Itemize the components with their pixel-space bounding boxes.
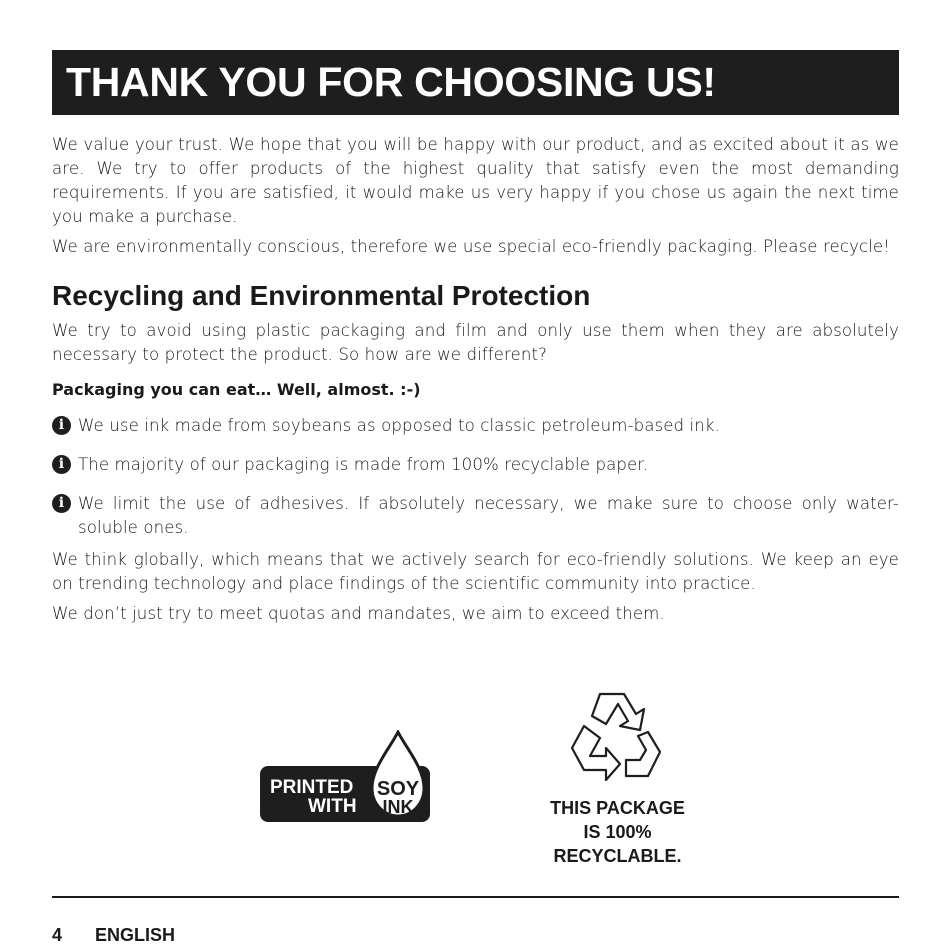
recycle-icon	[560, 690, 670, 790]
bullet-item	[52, 453, 899, 477]
recycle-caption-line2: IS 100%	[583, 822, 652, 842]
page	[52, 50, 899, 626]
section-intro: We try to avoid using plastic packaging and film and only use them when they are absolutely necessary to protect the product. So how are we different?	[52, 321, 899, 364]
info-icon: i	[52, 416, 71, 435]
closing-paragraph-2: We don’t just try to meet quotas and mandates, we aim to exceed them.	[52, 604, 665, 623]
soy-logo-word1: SOY	[376, 778, 420, 800]
recycle-caption-line1: THIS PACKAGE	[550, 798, 685, 818]
bullet-item	[52, 414, 899, 438]
footer	[52, 924, 175, 946]
intro-paragraph-1: We value your trust. We hope that you will be happy with our product, and as excited about it as we are. We try to offer products of the highest quality that satisfy even the most demanding requirements. If you are satisfied, it would make us very happy if you chose us again the next time you make a purchase.	[52, 135, 899, 226]
recycle-caption-line3: RECYCLABLE.	[553, 846, 682, 866]
footer-language: ENGLISH	[95, 925, 176, 945]
info-icon: i	[52, 494, 71, 513]
footer-divider	[52, 896, 899, 898]
bullet-text: We limit the use of adhesives. If absolutely necessary, we make sure to choose only water-soluble ones.	[78, 494, 899, 537]
bullet-list	[52, 414, 899, 540]
title-banner	[52, 50, 899, 115]
soy-logo-word2: INK	[382, 797, 414, 817]
closing-paragraph-1: We think globally, which means that we actively search for eco-friendly solutions. We keep an eye on trending technology and place findings of the scientific community into practice.	[52, 550, 899, 593]
soy-logo-line2: WITH	[308, 796, 357, 817]
page-number: 4	[52, 925, 63, 945]
soy-ink-logo	[260, 730, 432, 825]
intro-paragraph-2: We are environmentally conscious, therefore we use special eco-friendly packaging. Please recycle!	[52, 237, 890, 256]
info-icon: i	[52, 455, 71, 474]
closing-section	[52, 548, 899, 626]
soy-logo-line1: PRINTED	[270, 777, 354, 798]
subheading: Packaging you can eat… Well, almost. :-)	[52, 380, 421, 399]
section-heading: Recycling and Environmental Protection	[52, 280, 591, 311]
bullet-text: We use ink made from soybeans as opposed to classic petroleum-based ink.	[78, 416, 720, 435]
intro-section	[52, 133, 899, 259]
recycle-caption	[535, 796, 700, 868]
bullet-text: The majority of our packaging is made from 100% recyclable paper.	[78, 455, 649, 474]
page-title: THANK YOU FOR CHOOSING US!	[66, 59, 716, 105]
bullet-item	[52, 492, 899, 540]
